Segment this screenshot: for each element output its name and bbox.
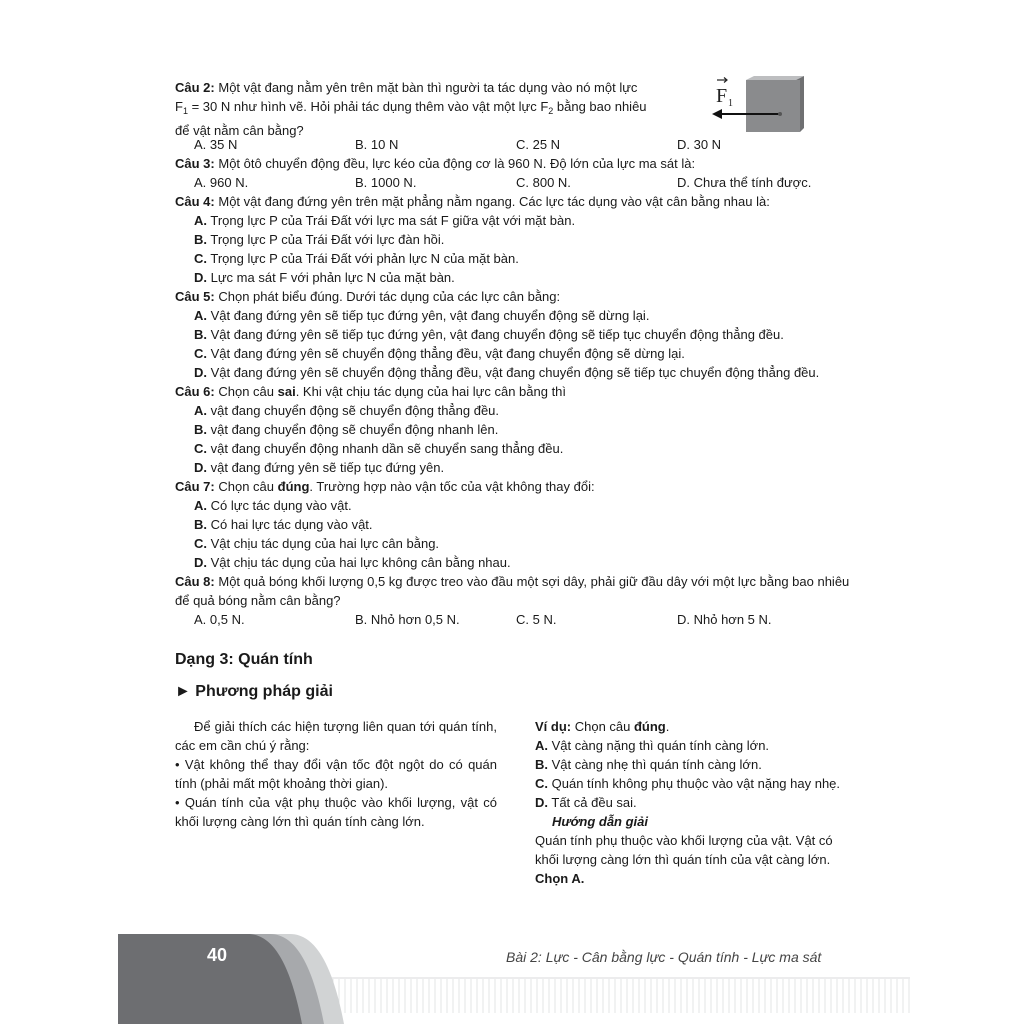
question-8-label: Câu 8: xyxy=(175,574,215,589)
question-6-option-c xyxy=(194,439,855,458)
question-2-text-1: Một vật đang nằm yên trên mặt bàn thì người ta tác dụng vào nó một lực xyxy=(218,80,638,95)
question-3-option xyxy=(516,173,677,192)
option-text: Có hai lực tác dụng vào vật. xyxy=(210,517,373,532)
option-text: Vật đang đứng yên sẽ tiếp tục đứng yên, vật đang chuyển động sẽ dừng lại. xyxy=(210,308,650,323)
option-text: vật đang chuyển động nhanh dần sẽ chuyển sang thẳng đều. xyxy=(210,441,564,456)
option-text: Vật chịu tác dụng của hai lực cân bằng. xyxy=(210,536,440,551)
question-4-label: Câu 4: xyxy=(175,194,215,209)
question-5-options xyxy=(175,306,855,382)
question-8-option xyxy=(355,610,516,629)
example-emphasis: đúng xyxy=(633,719,666,734)
question-8 xyxy=(175,572,855,610)
option-letter: A. xyxy=(194,308,207,323)
example-option-d xyxy=(535,793,855,812)
example-option-b xyxy=(535,755,855,774)
option-text: Trọng lực P của Trái Đất với phản lực N của mặt bàn. xyxy=(210,251,519,266)
question-3-text: Một ôtô chuyển động đều, lực kéo của động cơ là 960 N. Độ lớn của lực ma sát là: xyxy=(218,156,696,171)
option-letter: B. xyxy=(194,327,207,342)
footer-title: Bài 2: Lực - Cân bằng lực - Quán tính - Lực ma sát xyxy=(506,949,822,965)
option-letter: C. xyxy=(194,251,207,266)
question-4-option-b xyxy=(194,230,855,249)
question-7-option-c xyxy=(194,534,855,553)
question-2-f1: F xyxy=(175,99,183,114)
footer-stripe-area xyxy=(330,979,910,1013)
option-text: D. Nhỏ hơn 5 N. xyxy=(677,612,772,627)
option-text: C. 25 N xyxy=(516,137,561,152)
left-paragraph-3: • Quán tính của vật phụ thuộc vào khối lượng, vật có khối lượng càng lớn thì quán tính càng lớn. xyxy=(175,795,497,829)
option-letter: A. xyxy=(194,213,207,228)
option-letter: A. xyxy=(194,403,207,418)
question-6-option-b xyxy=(194,420,855,439)
option-letter: C. xyxy=(194,536,207,551)
option-text: C. 5 N. xyxy=(516,612,557,627)
question-3-label: Câu 3: xyxy=(175,156,215,171)
question-4-option-a xyxy=(194,211,855,230)
option-letter: D. xyxy=(194,270,207,285)
option-text: Trọng lực P của Trái Đất với lực ma sát F giữa vật với mặt bàn. xyxy=(210,213,576,228)
option-text: Vật đang đứng yên sẽ chuyển động thẳng đều, vật đang chuyển động sẽ tiếp tục chuyển động thẳng đều. xyxy=(210,365,820,380)
option-letter: D. xyxy=(194,365,207,380)
question-3-option xyxy=(677,173,838,192)
figure-force-label: F xyxy=(716,85,728,107)
option-text: vật đang chuyển động sẽ chuyển động thẳng đều. xyxy=(210,403,500,418)
left-paragraph-1: Để giải thích các hiện tượng liên quan tới quán tính, các em cần chú ý rằng: xyxy=(175,719,497,753)
question-6-option-d xyxy=(194,458,855,477)
question-8-text: Một quả bóng khối lượng 0,5 kg được treo vào đầu một sợi dây, phải giữ đầu dây với một lực bằng bao nhiêu để quả bóng nằm cân bằng? xyxy=(175,574,850,608)
example-label: Ví dụ: xyxy=(535,719,572,734)
option-text: Có lực tác dụng vào vật. xyxy=(210,498,352,513)
example-text-after: . xyxy=(665,719,670,734)
content xyxy=(175,78,855,888)
option-letter: C. xyxy=(535,776,548,791)
example-line xyxy=(535,717,855,736)
option-text: vật đang chuyển động sẽ chuyển động nhanh lên. xyxy=(210,422,499,437)
question-3-option xyxy=(355,173,516,192)
option-text: Trọng lực P của Trái Đất với lực đàn hồi. xyxy=(210,232,445,247)
option-letter: A. xyxy=(535,738,548,753)
question-7-text-before: Chọn câu xyxy=(218,479,278,494)
option-text: A. 0,5 N. xyxy=(194,612,245,627)
question-3 xyxy=(175,154,855,173)
question-7-option-b xyxy=(194,515,855,534)
option-letter: D. xyxy=(194,555,207,570)
option-text: C. 800 N. xyxy=(516,175,571,190)
question-2 xyxy=(175,78,855,138)
example-option-a xyxy=(535,736,855,755)
option-text: Vật càng nhẹ thì quán tính càng lớn. xyxy=(551,757,762,772)
option-text: Tất cả đều sai. xyxy=(551,795,637,810)
question-5-option-b xyxy=(194,325,855,344)
option-text: B. 1000 N. xyxy=(355,175,417,190)
question-5-option-a xyxy=(194,306,855,325)
question-4-options xyxy=(175,211,855,287)
question-8-option xyxy=(194,610,355,629)
question-8-option xyxy=(677,610,838,629)
question-6-options xyxy=(175,401,855,477)
option-text: D. Chưa thể tính được. xyxy=(677,175,812,190)
option-letter: B. xyxy=(535,757,548,772)
question-6-label: Câu 6: xyxy=(175,384,215,399)
option-letter: D. xyxy=(194,460,207,475)
question-2-label: Câu 2: xyxy=(175,80,215,95)
question-3-option xyxy=(194,173,355,192)
option-text: Lực ma sát F với phản lực N của mặt bàn. xyxy=(210,270,455,285)
option-text: A. 960 N. xyxy=(194,175,249,190)
question-4-text: Một vật đang đứng yên trên mặt phẳng nằm ngang. Các lực tác dụng vào vật cân bằng nhau là: xyxy=(218,194,770,209)
question-7-label: Câu 7: xyxy=(175,479,215,494)
question-5-option-c xyxy=(194,344,855,363)
question-8-options xyxy=(175,610,855,629)
question-3-options xyxy=(175,173,855,192)
question-7-option-a xyxy=(194,496,855,515)
question-7-emphasis: đúng xyxy=(277,479,310,494)
question-7-options xyxy=(175,496,855,572)
option-text: D. 30 N xyxy=(677,137,722,152)
right-column xyxy=(535,717,855,888)
option-letter: C. xyxy=(194,346,207,361)
option-text: Vật đang đứng yên sẽ chuyển động thẳng đều, vật đang chuyển động sẽ dừng lại. xyxy=(210,346,685,361)
option-letter: B. xyxy=(194,232,207,247)
option-letter: A. xyxy=(194,498,207,513)
option-letter: C. xyxy=(194,441,207,456)
question-2-option xyxy=(677,135,838,154)
option-text: Vật chịu tác dụng của hai lực không cân bằng nhau. xyxy=(210,555,511,570)
question-7 xyxy=(175,477,855,496)
question-6-text-before: Chọn câu xyxy=(218,384,278,399)
option-letter: B. xyxy=(194,517,207,532)
guide-text: Quán tính phụ thuộc vào khối lượng của vật. Vật có khối lượng càng lớn thì quán tính của vật càng lớn. xyxy=(535,833,833,867)
question-7-text-after: . Trường hợp nào vận tốc của vật không thay đổi: xyxy=(309,479,595,494)
question-2-text-4: để vật nằm cân bằng? xyxy=(175,123,304,138)
question-4-option-c xyxy=(194,249,855,268)
section-title: Dạng 3: Quán tính xyxy=(175,651,313,668)
question-7-option-d xyxy=(194,553,855,572)
option-text: B. Nhỏ hơn 0,5 N. xyxy=(355,612,460,627)
left-paragraph-2: • Vật không thể thay đổi vận tốc đột ngột do có quán tính (phải mất một khoảng thời gian). xyxy=(175,757,497,791)
question-6-text-after: . Khi vật chịu tác dụng của hai lực cân bằng thì xyxy=(295,384,567,399)
option-text: A. 35 N xyxy=(194,137,238,152)
left-column xyxy=(175,717,497,888)
question-2-text-2: = 30 N như hình vẽ. Hỏi phải tác dụng thêm vào vật một lực F xyxy=(187,99,549,114)
option-text: vật đang đứng yên sẽ tiếp tục đứng yên. xyxy=(210,460,445,475)
question-4 xyxy=(175,192,855,211)
question-4-option-d xyxy=(194,268,855,287)
question-6-option-a xyxy=(194,401,855,420)
figure-force-subscript: 1 xyxy=(728,98,733,109)
option-letter: B. xyxy=(194,422,207,437)
method-title: ► Phương pháp giải xyxy=(175,683,333,700)
question-5-option-d xyxy=(194,363,855,382)
question-5-label: Câu 5: xyxy=(175,289,215,304)
question-8-option xyxy=(516,610,677,629)
option-letter: D. xyxy=(535,795,548,810)
two-column-body xyxy=(175,717,855,888)
option-text: Quán tính không phụ thuộc vào vật nặng hay nhẹ. xyxy=(551,776,841,791)
question-6 xyxy=(175,382,855,401)
answer: Chọn A. xyxy=(535,871,585,886)
question-2-f1-sub: 1 xyxy=(182,106,188,116)
question-2-text-3: bằng bao nhiêu xyxy=(553,99,647,114)
example-option-c xyxy=(535,774,855,793)
option-text: Vật đang đứng yên sẽ tiếp tục đứng yên, vật đang chuyển động sẽ tiếp tục chuyển động thẳng đều. xyxy=(210,327,784,342)
page-number: 40 xyxy=(207,945,228,965)
guide-title: Hướng dẫn giải xyxy=(552,814,649,829)
question-5-text: Chọn phát biểu đúng. Dưới tác dụng của các lực cân bằng: xyxy=(218,289,561,304)
option-text: B. 10 N xyxy=(355,137,399,152)
option-text: Vật càng nặng thì quán tính càng lớn. xyxy=(551,738,770,753)
question-5 xyxy=(175,287,855,306)
question-2-f2-sub: 2 xyxy=(548,106,554,116)
question-6-emphasis: sai xyxy=(277,384,296,399)
example-text-before: Chọn câu xyxy=(571,719,634,734)
question-2-text xyxy=(175,78,685,140)
